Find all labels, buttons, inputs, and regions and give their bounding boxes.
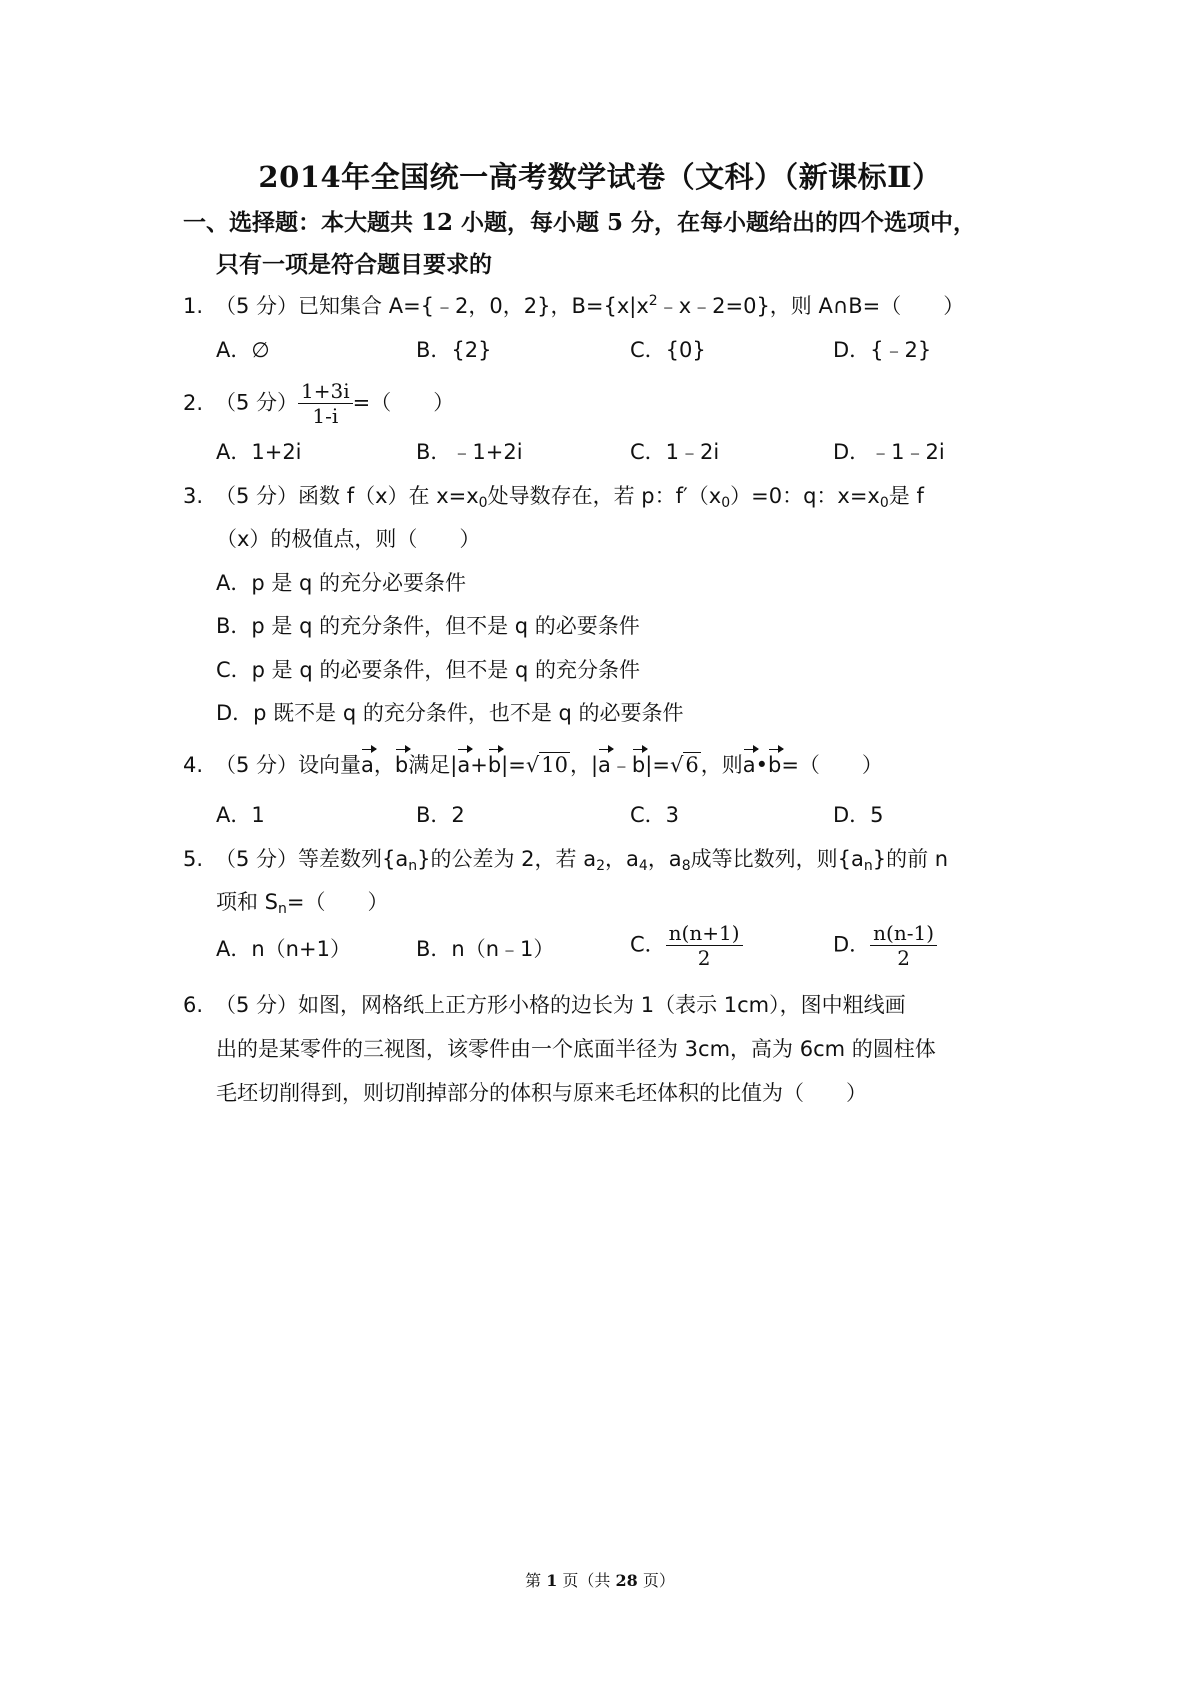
question-1: 1. （5 分）已知集合 A={﹣2，0，2}，$B=\{x|x^2﹣x﹣2=0\}$，则 A∩B=（ ）	[183, 293, 965, 318]
question-number: 2.	[183, 390, 204, 415]
fraction: $\frac{1+3i}{1-i}$	[298, 380, 353, 427]
section-heading-line1: 一、选择题：本大题共 12 小题，每小题 5 分，在每小题给出的四个选项中，	[183, 209, 977, 236]
page-footer: 第 1 页（共 28 页）	[525, 1571, 675, 1590]
sqrt-6: √6	[669, 753, 699, 777]
question-5-line2: 项和 $S_n=$（ ）	[216, 890, 389, 917]
q1-option-b: B．{2}	[416, 338, 492, 362]
question-text: （5 分）已知集合 A={﹣2，0，2}，B={x|x	[215, 294, 649, 318]
q4-option-a: A．1	[216, 803, 265, 827]
q4-option-d: D．5	[833, 803, 884, 827]
question-2: 2. （5 分） $\frac{1+3i}{1-i}$ =（ ）	[183, 379, 455, 428]
q1-option-a: A．∅	[216, 338, 270, 362]
question-6-line2: 出的是某零件的三视图，该零件由一个底面半径为 3cm，高为 6cm 的圆柱体	[216, 1037, 936, 1061]
fraction: $\frac{n(n+1)}{2}$	[666, 922, 743, 969]
exam-title: 2014年全国统一高考数学试卷（文科）（新课标Ⅱ）	[258, 160, 942, 194]
question-3: 3. （5 分）函数 f（x）在 $x=x_0$处导数存在，若 p：$f'(x_0)=0$：q：$x=x_0$是 f	[183, 484, 924, 511]
question-5: 5. （5 分）等差数列$\{a_n\}$的公差为 2，若 $a_2$，$a_4$，$a_8$成等比数列，则$\{a_n\}$的前 n	[183, 847, 949, 874]
q3-option-a: A．p 是 q 的充分必要条件	[216, 571, 467, 595]
q4-option-b: B．2	[416, 803, 465, 827]
question-number: 3.	[183, 484, 204, 508]
q5-option-b: B．n（n﹣1）	[416, 937, 555, 961]
page-total: 28	[615, 1571, 638, 1590]
q1-option-c: C．{0}	[630, 338, 706, 362]
q3-option-c: C．p 是 q 的必要条件，但不是 q 的充分条件	[216, 658, 641, 682]
q3-option-b: B．p 是 q 的充分条件，但不是 q 的必要条件	[216, 614, 640, 638]
sqrt-10: √10	[525, 753, 568, 777]
question-number: 4.	[183, 753, 204, 777]
q2-option-b: B．﹣1+2i	[416, 440, 523, 464]
question-6: 6. （5 分）如图，网格纸上正方形小格的边长为 1（表示 1cm），图中粗线画	[183, 993, 906, 1017]
question-number: 1.	[183, 294, 204, 318]
vector-a: a	[361, 753, 374, 777]
q5-option-a: A．n（n+1）	[216, 937, 351, 961]
vector-b: b	[394, 753, 409, 777]
q3-option-d: D．p 既不是 q 的充分条件，也不是 q 的必要条件	[216, 701, 684, 725]
q2-option-d: D．﹣1﹣2i	[833, 440, 945, 464]
question-number: 6.	[183, 993, 204, 1017]
q1-option-d: D．{﹣2}	[833, 338, 932, 362]
q2-option-a: A．1+2i	[216, 440, 302, 464]
q5-option-d: D． $\frac{n(n-1)}{2}$	[833, 922, 937, 969]
question-6-line3: 毛坯切削得到，则切削掉部分的体积与原来毛坯体积的比值为（ ）	[216, 1081, 867, 1105]
section-heading-line2: 只有一项是符合题目要求的	[216, 251, 492, 278]
q2-option-c: C．1﹣2i	[630, 440, 720, 464]
page-number: 1	[546, 1571, 558, 1590]
question-4: 4. （5 分）设向量a，b满足|a+b|=√10，|a﹣b|=√6，则a•b=（ ）	[183, 753, 883, 777]
q5-option-c: C． $\frac{n(n+1)}{2}$	[630, 922, 743, 969]
q4-option-c: C．3	[630, 803, 680, 827]
fraction: $\frac{n(n-1)}{2}$	[870, 922, 937, 969]
question-3-line2: （x）的极值点，则（ ）	[216, 527, 481, 551]
question-number: 5.	[183, 847, 204, 871]
